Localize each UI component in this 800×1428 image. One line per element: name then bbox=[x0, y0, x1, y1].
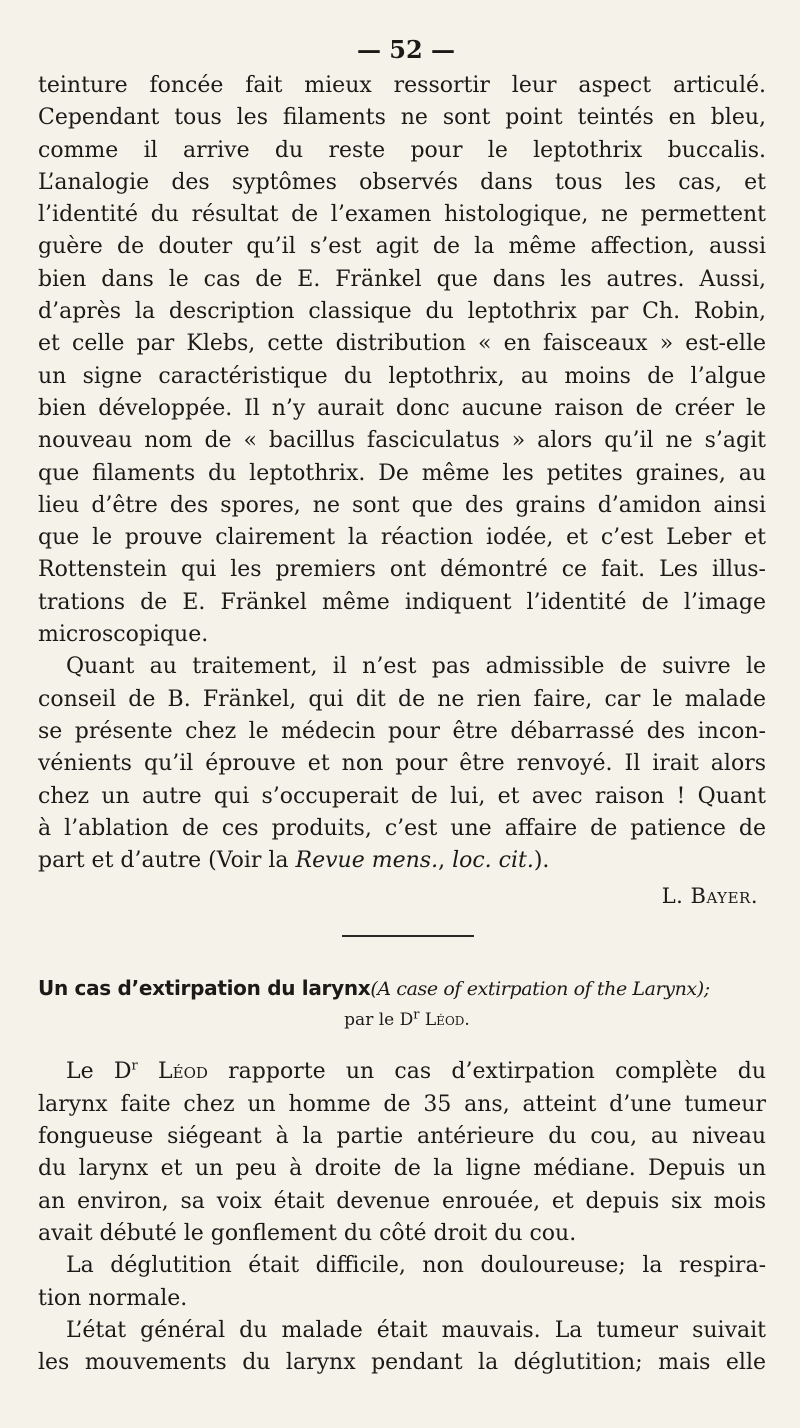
review-paragraph-1-line: et celle par Klebs, cette distribution « en faisceaux » est-elle bbox=[38, 331, 766, 357]
article-paragraph-1-line bbox=[38, 1056, 766, 1088]
review-paragraph-1-line: bien dans le cas de E. Fränkel que dans les autres. Aussi, bbox=[38, 266, 766, 292]
review-paragraph-1-line: que filaments du leptothrix. De même les petites graines, au bbox=[38, 460, 766, 486]
page-number: — 52 — bbox=[356, 35, 456, 64]
review-paragraph-2 bbox=[38, 651, 766, 877]
article-paragraph-1 bbox=[38, 1056, 766, 1250]
review-paragraph-2-line bbox=[38, 845, 766, 877]
citation-comma: , bbox=[438, 848, 453, 874]
article-title bbox=[38, 973, 766, 1004]
article-p1-superscript: r bbox=[131, 1059, 138, 1075]
review-paragraph-1-line: guère de douter qu’il s’est agit de la même affection, aussi bbox=[38, 234, 766, 260]
article-byline bbox=[48, 1006, 766, 1034]
article-p1-first-line-rest: rapporte un cas d’extirpation complète du bbox=[207, 1059, 766, 1085]
review-paragraph-1-line: l’identité du résultat de l’examen histologique, ne permettent bbox=[38, 202, 766, 228]
review-paragraph-1-line: que le prouve clairement la réaction iodée, et c’est Leber et bbox=[38, 525, 766, 551]
review-paragraph-1-line: Rottenstein qui les premiers ont démontré ce fait. Les illus- bbox=[38, 557, 766, 583]
article-paragraph-3 bbox=[38, 1315, 766, 1380]
review-paragraph-1-line: L’analogie des syptômes observés dans tous les cas, et bbox=[38, 169, 766, 195]
citation-end: ). bbox=[533, 848, 550, 874]
review-paragraph-1-line: nouveau nom de « bacillus fasciculatus » alors qu’il ne s’agit bbox=[38, 428, 766, 454]
citation-prefix: part et d’autre (Voir la bbox=[38, 848, 296, 874]
review-signature: L. Bayer. bbox=[661, 884, 758, 909]
review-paragraph-1 bbox=[38, 70, 766, 651]
byline-author: Léod bbox=[424, 1010, 465, 1031]
review-paragraph-1-line: comme il arrive du reste pour le leptothrix buccalis. bbox=[38, 137, 766, 163]
byline-superscript: r bbox=[413, 1007, 420, 1023]
article-paragraph-1-line: du larynx et un peu à droite de la ligne médiane. Depuis un bbox=[38, 1156, 766, 1182]
review-paragraph-2-line: se présente chez le médecin pour être débarrassé des incon- bbox=[38, 718, 766, 744]
citation-journal: Revue mens. bbox=[295, 848, 439, 874]
review-paragraph-1-line: bien développée. Il n’y aurait donc aucune raison de créer le bbox=[38, 395, 766, 421]
article-paragraph-1-line: avait débuté le gonflement du côté droit du cou. bbox=[38, 1220, 577, 1246]
article-paragraph-2 bbox=[38, 1250, 766, 1315]
article-paragraph-1-line: fongueuse siégeant à la partie antérieure du cou, au niveau bbox=[38, 1124, 766, 1150]
review-paragraph-2-line: Quant au traitement, il n’est pas admissible de suivre le bbox=[66, 654, 766, 680]
article-paragraph-3-line: L’état général du malade était mauvais. La tumeur suivait bbox=[66, 1317, 766, 1343]
review-paragraph-2-line: conseil de B. Fränkel, qui dit de ne rien faire, car le malade bbox=[38, 686, 766, 712]
byline-end: . bbox=[464, 1010, 470, 1031]
review-paragraph-2-line: à l’ablation de ces produits, c’est une affaire de patience de bbox=[38, 815, 766, 841]
review-paragraph-1-line: d’après la description classique du leptothrix par Ch. Robin, bbox=[38, 299, 766, 325]
article-p1-prefix: Le D bbox=[66, 1059, 132, 1085]
article-paragraph-1-line: larynx faite chez un homme de 35 ans, atteint d’une tumeur bbox=[38, 1091, 766, 1117]
article-paragraph-2-line: La déglutition était difficile, non douloureuse; la respira- bbox=[66, 1253, 766, 1279]
review-continuation bbox=[38, 70, 766, 877]
article-paragraph-1-line: an environ, sa voix était devenue enrouée, et depuis six mois bbox=[38, 1188, 766, 1214]
article-paragraph-2-line: tion normale. bbox=[38, 1285, 188, 1311]
byline-prefix: par le D bbox=[344, 1010, 414, 1031]
review-paragraph-1-line: lieu d’être des spores, ne sont que des grains d’amidon ainsi bbox=[38, 492, 766, 518]
section-divider bbox=[342, 935, 474, 937]
article-paragraph-3-line: les mouvements du larynx pendant la déglutition; mais elle bbox=[38, 1350, 766, 1376]
review-paragraph-1-line: trations de E. Fränkel même indiquent l’identité de l’image bbox=[38, 589, 766, 615]
review-paragraph-1-line: teinture foncée fait mieux ressortir leur aspect articulé. bbox=[38, 73, 766, 98]
review-paragraph-1-line: un signe caractéristique du leptothrix, au moins de l’algue bbox=[38, 363, 766, 389]
review-paragraph-1-line: microscopique. bbox=[38, 622, 209, 648]
article-body bbox=[38, 1056, 766, 1379]
review-paragraph-2-line: vénients qu’il éprouve et non pour être renvoyé. Il irait alors bbox=[38, 751, 766, 777]
article-p1-author: Léod bbox=[158, 1059, 208, 1085]
review-paragraph-2-line: chez un autre qui s’occuperait de lui, et avec raison ! Quant bbox=[38, 783, 766, 809]
review-paragraph-1-line: Cependant tous les filaments ne sont point teintés en bleu, bbox=[38, 105, 766, 131]
article-title-french: Un cas d’extirpation du larynx bbox=[38, 976, 371, 1001]
citation-loc: loc. cit. bbox=[452, 848, 534, 874]
document-page bbox=[38, 30, 766, 1420]
article-title-english: (A case of extirpation of the Larynx) bbox=[370, 978, 704, 1001]
article-title-punctuation: ; bbox=[703, 978, 710, 1001]
